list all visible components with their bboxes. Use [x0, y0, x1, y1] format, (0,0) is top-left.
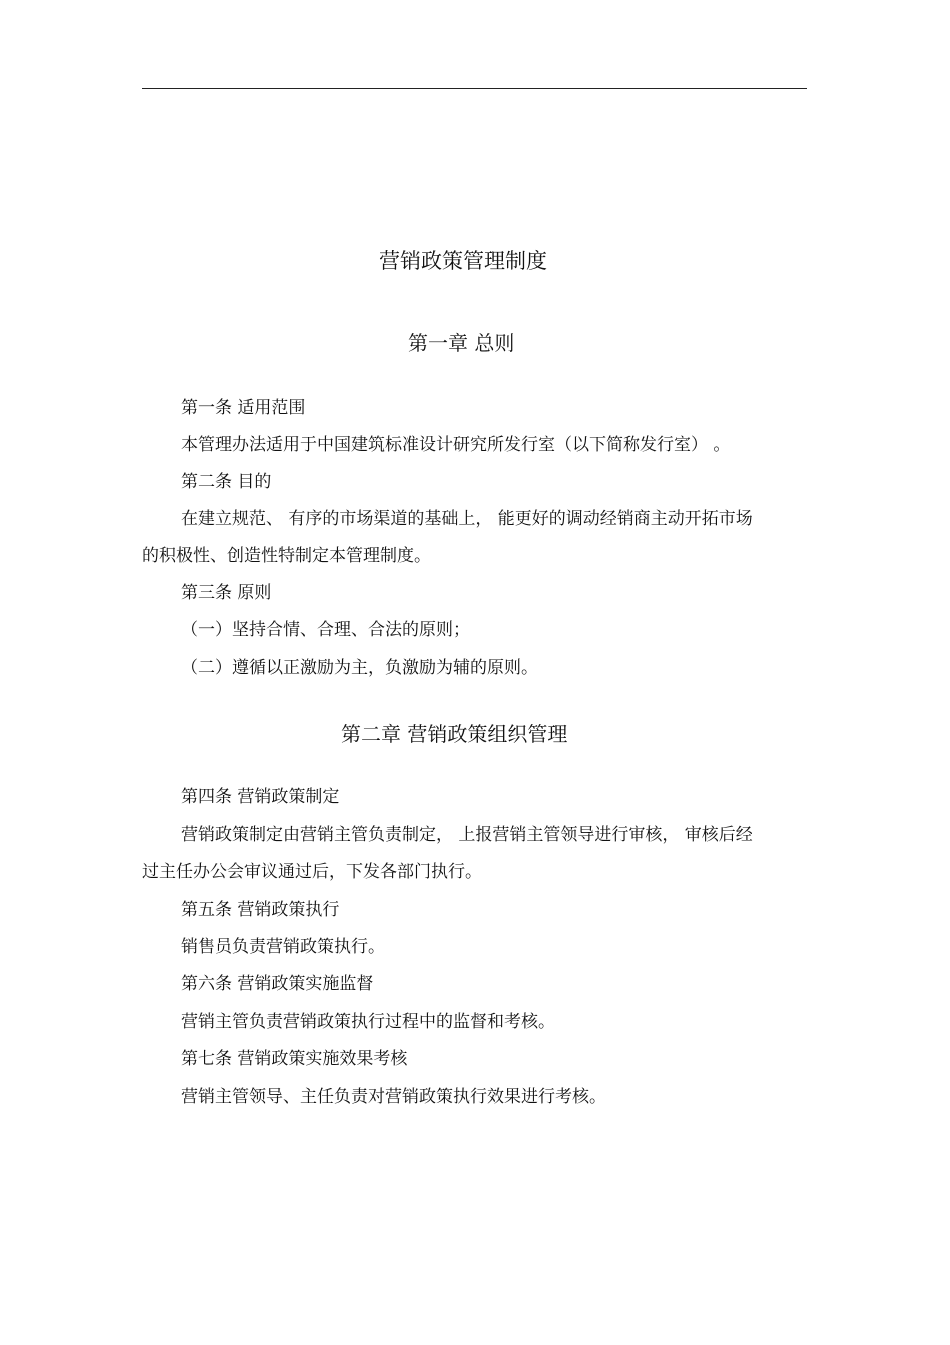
article-2-text-line-1: 在建立规范、 有序的市场渠道的基础上， 能更好的调动经销商主动开拓市场: [181, 509, 753, 529]
article-1-heading: 第一条 适用范围: [181, 398, 306, 418]
article-6-heading: 第六条 营销政策实施监督: [181, 974, 374, 994]
article-1-text: 本管理办法适用于中国建筑标准设计研究所发行室（以下简称发行室） 。: [181, 435, 731, 455]
article-4-text-line-1: 营销政策制定由营销主管负责制定， 上报营销主管领导进行审核， 审核后经: [181, 825, 753, 845]
article-3-item-1: （一）坚持合情、合理、合法的原则；: [181, 620, 470, 640]
document-title: 营销政策管理制度: [379, 249, 547, 273]
header-rule: [142, 88, 807, 89]
article-2-heading: 第二条 目的: [181, 472, 272, 492]
chapter-1-heading: 第一章 总则: [408, 331, 515, 355]
article-4-heading: 第四条 营销政策制定: [181, 787, 340, 807]
article-5-text: 销售员负责营销政策执行。: [181, 937, 385, 957]
article-5-heading: 第五条 营销政策执行: [181, 900, 340, 920]
article-7-heading: 第七条 营销政策实施效果考核: [181, 1049, 408, 1069]
article-4-text-line-2: 过主任办公会审议通过后，下发各部门执行。: [142, 862, 482, 882]
article-2-text-line-2: 的积极性、创造性特制定本管理制度。: [142, 546, 431, 566]
article-3-heading: 第三条 原则: [181, 583, 272, 603]
article-3-item-2: （二）遵循以正激励为主，负激励为辅的原则。: [181, 658, 538, 678]
article-7-text: 营销主管领导、主任负责对营销政策执行效果进行考核。: [181, 1087, 606, 1107]
chapter-2-heading: 第二章 营销政策组织管理: [341, 722, 568, 746]
article-6-text: 营销主管负责营销政策执行过程中的监督和考核。: [181, 1012, 555, 1032]
